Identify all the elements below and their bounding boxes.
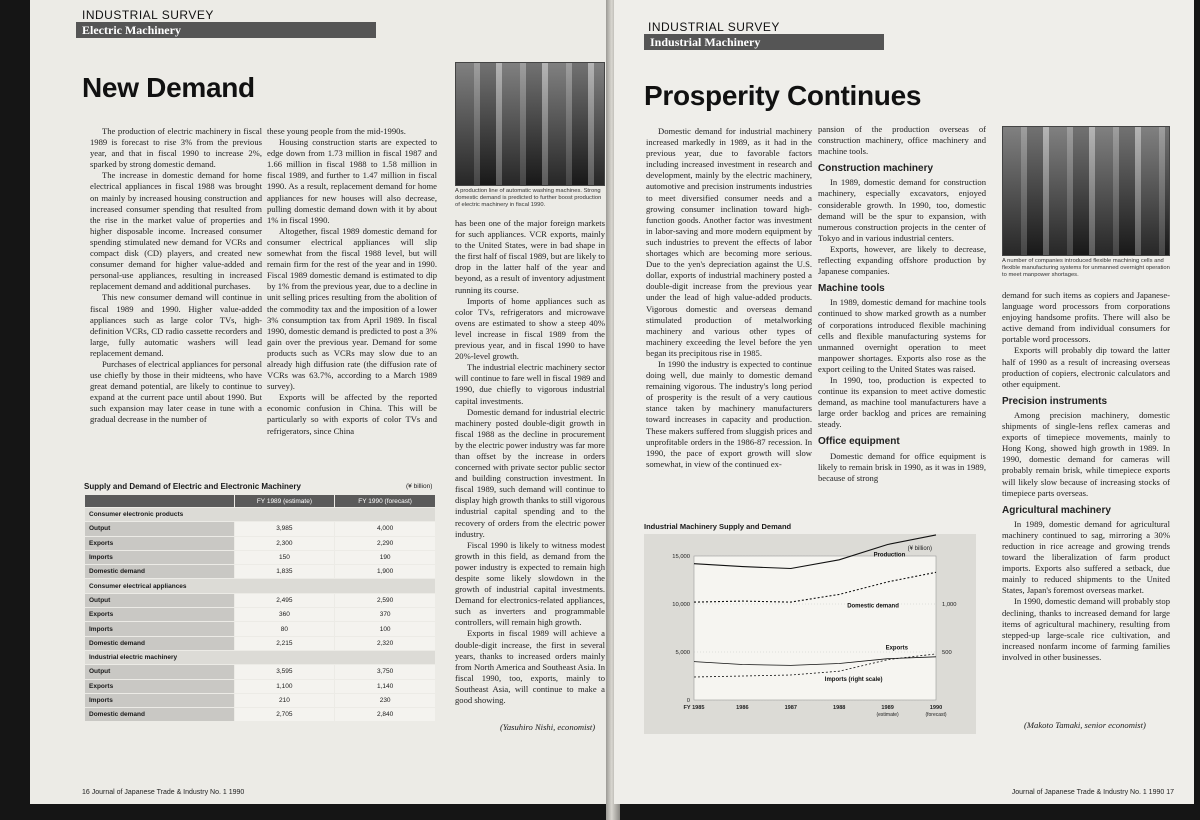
- column-header: FY 1990 (forecast): [335, 495, 436, 508]
- x-tick-label: 1987: [784, 705, 798, 711]
- table-row: [85, 593, 436, 607]
- x-tick-label: 1986: [736, 705, 749, 711]
- row-label: Exports: [85, 536, 235, 550]
- table-cell: 1,100: [234, 679, 335, 693]
- paragraph: In 1990, too, production is expected to continue its expansion to meet active domestic demand, as machine tool manufacturers have a large order backlog and prices are remaining steady.: [818, 374, 986, 430]
- paragraph: these young people from the mid-1990s.: [267, 126, 406, 136]
- table-cell: 2,215: [234, 636, 335, 650]
- article-column-3: [455, 218, 605, 706]
- table-cell: 210: [234, 693, 335, 707]
- paragraph: pansion of the production overseas of construction machinery, office machinery and machine tools.: [818, 124, 986, 157]
- photo-caption: A production line of automatic washing machines. Strong domestic demand is predicted to further boost production of electric machinery in fiscal 1990.: [455, 188, 602, 208]
- article-column-1: [90, 126, 262, 426]
- table-group-label: Consumer electronic products: [85, 508, 436, 522]
- paragraph: Fiscal 1990 is likely to witness modest growth in this field, as demand from the power industry is expected to remain high despite some likely slowdown in the growth of industrial capital investments. Demand for electronics-related appliances, such as inverters and programmable controllers, will remain high growth.: [455, 539, 605, 628]
- paragraph: Exports, however, are likely to decrease, reflecting expanding offshore production by Japanese companies.: [818, 243, 986, 277]
- table-row: [85, 622, 436, 636]
- series-label: Imports (right scale): [824, 677, 883, 684]
- section-band: Industrial Machinery: [644, 34, 884, 50]
- table-row: [85, 636, 436, 650]
- x-tick-sublabel: (forecast): [925, 712, 947, 718]
- paragraph: The increase in domestic demand for home electrical appliances in fiscal 1988 was brought on mainly by increased housing construction and increased consumer spending that resulted from the rise in the market value of properties and higher disposable income. Increased consumer spending stimulated new demand for VCRs and compact disk (CD) players, and created new consumer demand for higher value-added and personal-use appliances, resulting in increased replacement demand and additional purchases.: [90, 170, 262, 292]
- machinery-line-chart: [644, 534, 976, 734]
- table-row: [85, 522, 436, 536]
- y-tick-label: 5,000: [675, 650, 690, 656]
- article-title: Prosperity Continues: [644, 80, 922, 111]
- paragraph: Exports in fiscal 1989 will achieve a double-digit increase, the first in several years, thanks to increased orders mainly from North America and Southeast Asia. In fiscal 1990, too, exports, mainly to Southeast Asia, will continue to make a good showing.: [455, 628, 605, 706]
- paragraph: has been one of the major foreign markets for such appliances. VCR exports, mainly to the United States, were in bad shape in the first half of fiscal 1989, but are likely to drop in the latter half of the year and beyond, as a result of inventory adjustment running its course.: [455, 218, 605, 295]
- table-cell: 190: [335, 550, 436, 564]
- x-tick-label: 1988: [832, 705, 846, 711]
- section-header: INDUSTRIAL SURVEY: [82, 8, 214, 22]
- table-row: [85, 708, 436, 722]
- paragraph: Exports will probably dip toward the latter half of 1990 as a result of increasing overseas production of copiers, electronic calculators and other equipment.: [1002, 345, 1170, 389]
- x-tick-label: 1989: [881, 705, 894, 711]
- row-label: Exports: [85, 679, 235, 693]
- row-label: Imports: [85, 622, 235, 636]
- y2-tick-label: 1,000: [942, 602, 957, 608]
- article-column-2: [267, 126, 437, 437]
- plot-area: [694, 556, 936, 700]
- table-cell: 2,290: [335, 536, 436, 550]
- table-cell: 360: [234, 608, 335, 622]
- column-header: FY 1989 (estimate): [234, 495, 335, 508]
- chart-unit: (¥ billion): [907, 546, 932, 552]
- y2-tick-label: 500: [942, 650, 952, 656]
- chart-panel: [644, 534, 976, 734]
- table-cell: 370: [335, 608, 436, 622]
- section-header: INDUSTRIAL SURVEY: [648, 20, 780, 34]
- row-label: Domestic demand: [85, 636, 235, 650]
- chart-title: Industrial Machinery Supply and Demand: [644, 522, 792, 531]
- paragraph: Exports will be affected by the reported economic confusion in China. This will be particularly so with exports of color TVs and refrigerators, since China: [267, 392, 437, 436]
- column-header: [85, 495, 235, 508]
- table-group-label: Industrial electric machinery: [85, 650, 436, 664]
- row-label: Exports: [85, 608, 235, 622]
- table-row: [85, 679, 436, 693]
- subheading: Office equipment: [818, 436, 900, 448]
- article-column-2: [818, 124, 986, 484]
- table-cell: 3,985: [234, 522, 335, 536]
- table-row: [85, 608, 436, 622]
- x-tick-sublabel: (estimate): [876, 712, 899, 718]
- article-title: New Demand: [82, 72, 255, 103]
- table-row: [85, 536, 436, 550]
- paragraph: In 1990 the industry is expected to continue doing well, due mainly to domestic demand remaining vigorous. The industry's long period of prosperity is the result of a very cautious stance taken by machinery manufacturers toward increases in capacity and production. These makers suffered from sluggish prices and unprofitable orders in the 1986-87 recession. In 1990, the pace of export growth will slow somewhat, in view of the continued ex-: [646, 358, 812, 469]
- photo-caption: A number of companies introduced flexible machining cells and flexible manufacturing systems for unmanned overnight operation to meet manpower shortages.: [1002, 258, 1170, 278]
- table-cell: 2,320: [335, 636, 436, 650]
- row-label: Imports: [85, 693, 235, 707]
- table-cell: 2,705: [234, 708, 335, 722]
- table-title: Supply and Demand of Electric and Electronic Machinery: [84, 482, 301, 491]
- table-unit: (¥ billion): [406, 483, 433, 490]
- table-cell: 1,900: [335, 565, 436, 579]
- table-cell: 100: [335, 622, 436, 636]
- paragraph: This new consumer demand will continue in fiscal 1989 and 1990. Higher value-added appliances such as large color TVs, high-definition VCRs, CD radio cassette recorders and large, fully automatic washers will lead replacement demand.: [90, 292, 262, 358]
- supply-demand-table: [84, 494, 436, 722]
- paragraph: The production of electric machinery in fiscal 1989 is forecast to rise 3% from the previous year, and that in fiscal 1990 to increase 2%, sparked by strong domestic demand.: [90, 126, 262, 170]
- table-cell: 150: [234, 550, 335, 564]
- paragraph: Housing construction starts are expected to edge down from 1.73 million in fiscal 1987 and 1.66 million in fiscal 1988 to 1.58 million in fiscal 1989, and further to 1.47 million in fiscal 1990. As a result, replacement demand for home appliances for new houses will also decrease, pulling domestic demand down with it by about 1% in fiscal 1990.: [267, 137, 437, 225]
- x-tick-label: FY 1985: [683, 705, 705, 711]
- table-cell: 1,835: [234, 565, 335, 579]
- table-cell: 230: [335, 693, 436, 707]
- row-label: Domestic demand: [85, 565, 235, 579]
- table-cell: 2,300: [234, 536, 335, 550]
- table-cell: 80: [234, 622, 335, 636]
- table-cell: 3,750: [335, 665, 436, 679]
- machining-cells-photo: [1002, 126, 1170, 256]
- series-label: Domestic demand: [847, 603, 899, 610]
- paragraph: Among precision machinery, domestic shipments of single-lens reflex cameras and exports of timepiece movements, mainly to Hong Kong, showed high growth in 1989. In 1990, domestic demand for cameras will probably remain brisk, while timepiece exports will likely slow because of increasing stocks of timepiece parts overseas.: [1002, 409, 1170, 498]
- y-tick-label: 15,000: [672, 554, 690, 560]
- table-row: [85, 550, 436, 564]
- paragraph: demand for such items as copiers and Japanese-language word processors from corporations enjoying handsome profits. There will also be active demand from individual consumers for portable word processors.: [1002, 290, 1170, 345]
- table-row: [85, 665, 436, 679]
- row-label: Output: [85, 665, 235, 679]
- left-page: [30, 0, 612, 804]
- table-cell: 2,590: [335, 593, 436, 607]
- paragraph: In 1989, domestic demand for construction machinery, especially excavators, enjoyed considerable growth. In 1990, too, domestic demand will be the spur to expansion, with numerous construction projects in the center of Tokyo and in various industrial centers.: [818, 177, 986, 243]
- row-label: Imports: [85, 550, 235, 564]
- table-cell: 2,495: [234, 593, 335, 607]
- paragraph: Domestic demand for industrial electric machinery posted double-digit growth in fiscal 1988 as the decline in procurement by the electric power industry was far more than offset by the increase in orders concerned with private sector public sector and building construction investment. In fiscal 1989, such demand will continue to display high growth thanks to still vigorous industrial capital spending and to the recovery of orders from the electric power industry.: [455, 406, 605, 539]
- series-label: Production: [873, 552, 906, 559]
- y-tick-label: 0: [686, 698, 690, 704]
- article-column-1: [646, 126, 812, 470]
- row-label: Output: [85, 593, 235, 607]
- author-signature: (Makoto Tamaki, senior economist): [1024, 720, 1146, 730]
- x-tick-label: 1990: [929, 705, 943, 711]
- table-cell: 1,140: [335, 679, 436, 693]
- table-cell: 3,595: [234, 665, 335, 679]
- subheading: Agricultural machinery: [1002, 504, 1111, 516]
- table-cell: 2,840: [335, 708, 436, 722]
- table-group-label: Consumer electrical appliances: [85, 579, 436, 593]
- page-footer: 16 Journal of Japanese Trade & Industry No. 1 1990: [82, 789, 245, 796]
- paragraph: Domestic demand for office equipment is likely to remain brisk in 1990, as it was in 1989, because of strong: [818, 450, 986, 483]
- subheading: Precision instruments: [1002, 395, 1108, 407]
- paragraph: Altogether, fiscal 1989 domestic demand for consumer electrical appliances will slip somewhat from the fiscal 1988 level, but will remain firm for the rest of the year and in 1990. Fiscal 1989 domestic demand is estimated to dip by 1% from the previous year, due to a decline in unit selling prices resulting from the abolition of the commodity tax and the imposition of a lower 3% consumption tax from April 1989. In fiscal 1990, domestic demand is predicted to post a 3% gain over the previous year. Demand for some products such as VCRs may slow due to an already high diffusion rate (the diffusion rate of VCRs was 63.7%, according to a March 1989 survey).: [267, 225, 437, 392]
- paragraph: Purchases of electrical appliances for personal use chiefly by those in their midteens, who have great demand potential, are likely to continue to expand at the current pace until about 1990. But such expansion may later cease in tune with a gradual decrease in the number of: [90, 358, 262, 425]
- series-label: Exports: [885, 645, 908, 652]
- paragraph: Imports of home appliances such as color TVs, refrigerators and microwave ovens are estimated to show a steep 40% level increase in fiscal 1989 from the previous year, and in fiscal 1990 to have 20%-level growth.: [455, 295, 605, 362]
- page-footer: Journal of Japanese Trade & Industry No. 1 1990 17: [1011, 789, 1174, 796]
- paragraph: The industrial electric machinery sector will continue to fare well in fiscal 1989 and 1990, due chiefly to vigorous industrial capital investments.: [455, 362, 605, 406]
- y-tick-label: 10,000: [672, 602, 690, 608]
- table-cell: 4,000: [335, 522, 436, 536]
- paragraph: In 1989, domestic demand for agricultural machinery continued to sag, mirroring a 30% reduction in rice acreage and growing trends toward the liberalization of farm product imports. Exports also suffered a setback, due mainly to reduced shipments to the United States, Japan's foremost overseas market.: [1002, 518, 1170, 596]
- paragraph: Domestic demand for industrial machinery increased markedly in 1989, as it had in the previous year, due to favorable factors including increased investment in research and development, mainly by the electric machinery, automotive and precision instruments industries to meet diversified consumer needs and a growing consumer inclination toward high-function goods. Another factor was investment in labor-saving and more modern equipment by such industries to prevent the effects of labor shortages which are becoming more serious. Due to the yen's depreciation against the U.S. dollar, exports of industrial machinery posted a double-digit increase from the previous year under the lead of high value-added products. Vigorous domestic and overseas demand stimulated production of metalworking machinery and various other types of machinery exceeding the level before the yen began its precipitous rise in 1985.: [646, 126, 812, 358]
- table-row: [85, 565, 436, 579]
- article-column-3: [1002, 290, 1170, 663]
- row-label: Domestic demand: [85, 708, 235, 722]
- subheading: Machine tools: [818, 283, 885, 295]
- paragraph: In 1989, domestic demand for machine tools continued to show marked growth as a number of corporations introduced flexible machining cells and flexible manufacturing systems for unmanned overnight operation to meet manpower shortages. Exports also rose as the export ceiling to the United States was raised.: [818, 297, 986, 374]
- row-label: Output: [85, 522, 235, 536]
- section-band: Electric Machinery: [76, 22, 376, 38]
- paragraph: In 1990, domestic demand will probably stop declining, thanks to increased demand for large items of agricultural machinery, resulting from stepped-up large-scale rice cultivation, and increased nonfarm income of farming families involved in other businesses.: [1002, 596, 1170, 662]
- author-signature: (Yasuhiro Nishi, economist): [500, 722, 596, 732]
- right-page: [614, 0, 1194, 804]
- table-row: [85, 693, 436, 707]
- subheading: Construction machinery: [818, 163, 934, 175]
- production-line-photo: [455, 62, 605, 186]
